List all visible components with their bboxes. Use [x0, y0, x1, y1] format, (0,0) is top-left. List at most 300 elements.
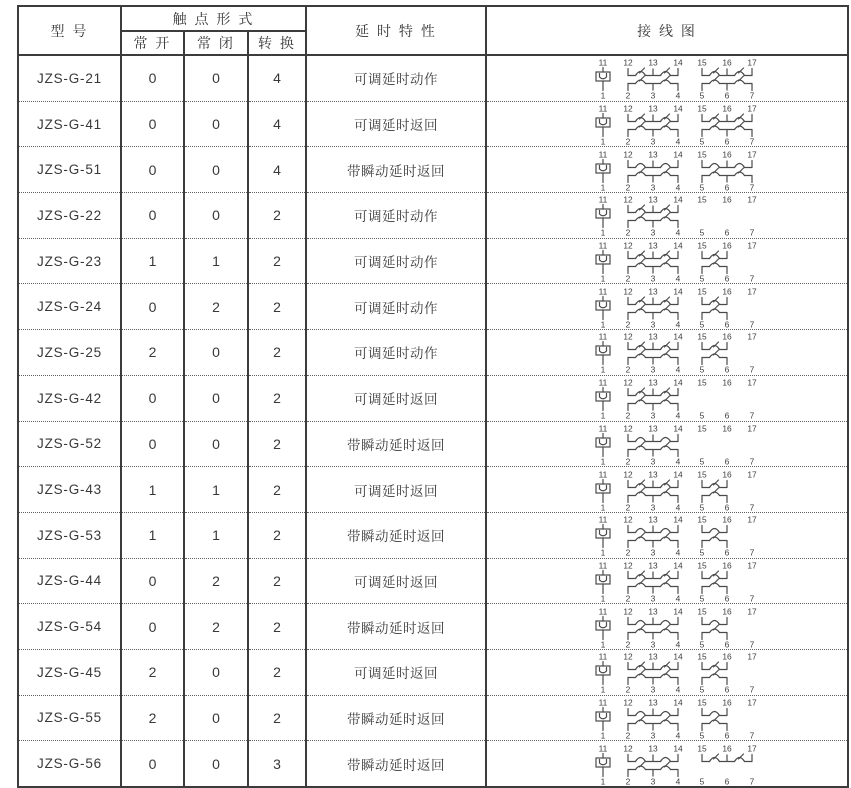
svg-text:17: 17 — [747, 240, 757, 251]
table-row — [18, 421, 848, 467]
wiring-diagram-wrap — [487, 193, 849, 237]
svg-text:5: 5 — [699, 136, 705, 147]
wiring-cell — [486, 467, 848, 513]
changeover-cell: 2 — [248, 558, 306, 604]
svg-text:3: 3 — [650, 410, 656, 421]
header-normally-open: 常 开 — [121, 31, 184, 55]
svg-text:16: 16 — [722, 286, 732, 297]
wiring-diagram — [487, 696, 849, 740]
svg-text:17: 17 — [747, 606, 757, 617]
normally-closed-cell: 0 — [184, 375, 248, 421]
table-row — [18, 604, 848, 650]
svg-text:3: 3 — [650, 593, 656, 603]
model-cell: JZS-G-25 — [18, 330, 121, 376]
svg-text:4: 4 — [675, 547, 681, 558]
wiring-diagram-wrap — [487, 650, 849, 694]
wiring-cell — [486, 238, 848, 284]
normally-closed-cell: 0 — [184, 330, 248, 376]
svg-text:13: 13 — [648, 331, 658, 342]
delay-cell: 带瞬动延时返回 — [306, 421, 486, 467]
svg-text:5: 5 — [699, 684, 705, 695]
svg-text:7: 7 — [749, 502, 755, 512]
svg-text:12: 12 — [623, 514, 633, 525]
wiring-diagram-wrap — [487, 148, 849, 192]
table-row — [18, 558, 848, 604]
svg-text:17: 17 — [747, 560, 757, 571]
svg-text:15: 15 — [697, 743, 707, 754]
svg-text:4: 4 — [675, 182, 681, 192]
normally-closed-cell: 0 — [184, 649, 248, 695]
normally-open-cell: 0 — [121, 55, 184, 101]
svg-text:3: 3 — [650, 182, 656, 192]
header-changeover: 转 换 — [248, 31, 306, 55]
normally-open-cell: 0 — [121, 375, 184, 421]
svg-text:14: 14 — [673, 423, 683, 434]
svg-text:14: 14 — [673, 560, 683, 571]
svg-text:14: 14 — [673, 286, 683, 297]
table-row — [18, 193, 848, 239]
svg-text:16: 16 — [722, 697, 732, 708]
delay-cell: 可调延时返回 — [306, 649, 486, 695]
svg-text:7: 7 — [749, 730, 755, 740]
svg-text:11: 11 — [598, 651, 608, 662]
wiring-cell — [486, 558, 848, 604]
changeover-cell: 2 — [248, 284, 306, 330]
normally-closed-cell: 1 — [184, 467, 248, 513]
svg-text:12: 12 — [623, 103, 633, 114]
changeover-cell: 4 — [248, 101, 306, 147]
svg-text:11: 11 — [598, 697, 608, 708]
normally-open-cell: 2 — [121, 330, 184, 376]
svg-text:1: 1 — [600, 456, 606, 466]
delay-cell: 可调延时动作 — [306, 284, 486, 330]
table-row — [18, 147, 848, 193]
changeover-cell: 3 — [248, 741, 306, 787]
svg-text:15: 15 — [697, 57, 707, 68]
svg-text:1: 1 — [600, 684, 606, 695]
svg-text:6: 6 — [724, 227, 730, 238]
svg-text:15: 15 — [697, 377, 707, 388]
svg-text:15: 15 — [697, 149, 707, 160]
model-cell: JZS-G-41 — [18, 101, 121, 147]
svg-text:17: 17 — [747, 286, 757, 297]
svg-text:17: 17 — [747, 651, 757, 662]
svg-text:16: 16 — [722, 331, 732, 342]
wiring-diagram — [487, 285, 849, 329]
svg-text:6: 6 — [724, 593, 730, 603]
svg-text:14: 14 — [673, 606, 683, 617]
svg-text:13: 13 — [648, 286, 658, 297]
svg-text:5: 5 — [699, 639, 705, 649]
svg-text:7: 7 — [749, 136, 755, 147]
wiring-diagram — [487, 330, 849, 374]
svg-text:1: 1 — [600, 319, 606, 329]
normally-closed-cell: 2 — [184, 284, 248, 330]
svg-text:17: 17 — [747, 514, 757, 525]
svg-text:12: 12 — [623, 651, 633, 662]
svg-text:3: 3 — [650, 456, 656, 466]
svg-text:7: 7 — [749, 364, 755, 375]
svg-text:11: 11 — [598, 286, 608, 297]
model-cell: JZS-G-44 — [18, 558, 121, 604]
wiring-diagram-wrap — [487, 696, 849, 740]
delay-cell: 可调延时动作 — [306, 193, 486, 239]
svg-text:7: 7 — [749, 182, 755, 192]
wiring-diagram — [487, 559, 849, 603]
wiring-diagram — [487, 422, 849, 466]
delay-cell: 可调延时动作 — [306, 55, 486, 101]
wiring-cell — [486, 193, 848, 239]
svg-text:12: 12 — [623, 240, 633, 251]
svg-text:3: 3 — [650, 319, 656, 329]
svg-text:17: 17 — [747, 697, 757, 708]
table-row — [18, 649, 848, 695]
svg-text:12: 12 — [623, 697, 633, 708]
table-row — [18, 467, 848, 513]
svg-text:14: 14 — [673, 194, 683, 205]
wiring-cell — [486, 604, 848, 650]
svg-text:16: 16 — [722, 423, 732, 434]
table-row — [18, 695, 848, 741]
wiring-diagram-wrap — [487, 513, 849, 557]
svg-text:7: 7 — [749, 410, 755, 421]
svg-text:16: 16 — [722, 194, 732, 205]
changeover-cell: 2 — [248, 330, 306, 376]
wiring-cell — [486, 55, 848, 101]
svg-text:13: 13 — [648, 423, 658, 434]
svg-text:5: 5 — [699, 410, 705, 421]
svg-text:6: 6 — [724, 136, 730, 147]
changeover-cell: 4 — [248, 147, 306, 193]
table-header — [18, 6, 848, 55]
wiring-cell — [486, 284, 848, 330]
wiring-diagram-wrap — [487, 468, 849, 512]
svg-text:6: 6 — [724, 502, 730, 512]
svg-text:12: 12 — [623, 743, 633, 754]
delay-cell: 带瞬动延时返回 — [306, 147, 486, 193]
wiring-diagram-wrap — [487, 285, 849, 329]
header-model: 型 号 — [18, 6, 121, 55]
svg-text:12: 12 — [623, 377, 633, 388]
svg-text:6: 6 — [724, 776, 730, 786]
normally-open-cell: 0 — [121, 284, 184, 330]
svg-text:7: 7 — [749, 547, 755, 558]
svg-text:15: 15 — [697, 103, 707, 114]
wiring-diagram-wrap — [487, 376, 849, 420]
svg-text:2: 2 — [625, 730, 631, 740]
changeover-cell: 2 — [248, 238, 306, 284]
wiring-diagram-wrap — [487, 605, 849, 649]
svg-text:4: 4 — [675, 456, 681, 466]
svg-text:6: 6 — [724, 730, 730, 740]
svg-text:1: 1 — [600, 547, 606, 558]
svg-text:17: 17 — [747, 377, 757, 388]
svg-text:6: 6 — [724, 639, 730, 649]
svg-text:3: 3 — [650, 684, 656, 695]
svg-text:17: 17 — [747, 331, 757, 342]
svg-text:1: 1 — [600, 410, 606, 421]
svg-text:2: 2 — [625, 776, 631, 786]
svg-text:11: 11 — [598, 377, 608, 388]
svg-text:4: 4 — [675, 90, 681, 101]
svg-text:16: 16 — [722, 514, 732, 525]
svg-text:16: 16 — [722, 743, 732, 754]
normally-open-cell: 1 — [121, 467, 184, 513]
svg-text:1: 1 — [600, 730, 606, 740]
normally-open-cell: 0 — [121, 604, 184, 650]
svg-text:5: 5 — [699, 502, 705, 512]
svg-text:11: 11 — [598, 149, 608, 160]
svg-text:11: 11 — [598, 194, 608, 205]
normally-open-cell: 0 — [121, 558, 184, 604]
model-cell: JZS-G-42 — [18, 375, 121, 421]
svg-text:5: 5 — [699, 227, 705, 238]
svg-text:4: 4 — [675, 319, 681, 329]
table-row — [18, 238, 848, 284]
svg-text:17: 17 — [747, 103, 757, 114]
svg-text:7: 7 — [749, 593, 755, 603]
svg-text:11: 11 — [598, 606, 608, 617]
svg-text:6: 6 — [724, 364, 730, 375]
changeover-cell: 2 — [248, 649, 306, 695]
svg-text:7: 7 — [749, 90, 755, 101]
svg-text:4: 4 — [675, 593, 681, 603]
model-cell: JZS-G-43 — [18, 467, 121, 513]
svg-text:5: 5 — [699, 273, 705, 284]
table-row — [18, 284, 848, 330]
changeover-cell: 2 — [248, 512, 306, 558]
svg-text:3: 3 — [650, 547, 656, 558]
model-cell: JZS-G-53 — [18, 512, 121, 558]
svg-text:2: 2 — [625, 547, 631, 558]
model-cell: JZS-G-54 — [18, 604, 121, 650]
svg-text:12: 12 — [623, 331, 633, 342]
svg-text:13: 13 — [648, 469, 658, 480]
table-body — [18, 55, 848, 787]
svg-text:3: 3 — [650, 730, 656, 740]
svg-text:12: 12 — [623, 149, 633, 160]
wiring-diagram — [487, 742, 849, 786]
delay-cell: 可调延时返回 — [306, 558, 486, 604]
svg-text:16: 16 — [722, 57, 732, 68]
svg-text:13: 13 — [648, 194, 658, 205]
svg-text:1: 1 — [600, 227, 606, 238]
svg-text:13: 13 — [648, 743, 658, 754]
model-cell: JZS-G-23 — [18, 238, 121, 284]
table-row — [18, 55, 848, 101]
svg-text:16: 16 — [722, 149, 732, 160]
wiring-diagram — [487, 513, 849, 557]
model-cell: JZS-G-24 — [18, 284, 121, 330]
svg-text:13: 13 — [648, 514, 658, 525]
svg-text:2: 2 — [625, 136, 631, 147]
svg-text:4: 4 — [675, 730, 681, 740]
wiring-diagram-wrap — [487, 102, 849, 146]
svg-text:3: 3 — [650, 776, 656, 786]
svg-text:1: 1 — [600, 273, 606, 284]
svg-text:4: 4 — [675, 364, 681, 375]
wiring-diagram — [487, 193, 849, 237]
svg-text:7: 7 — [749, 273, 755, 284]
delay-cell: 带瞬动延时返回 — [306, 604, 486, 650]
svg-text:11: 11 — [598, 560, 608, 571]
svg-text:2: 2 — [625, 227, 631, 238]
wiring-diagram — [487, 468, 849, 512]
wiring-diagram — [487, 148, 849, 192]
svg-text:12: 12 — [623, 57, 633, 68]
model-cell: JZS-G-55 — [18, 695, 121, 741]
delay-cell: 带瞬动延时返回 — [306, 695, 486, 741]
wiring-diagram — [487, 376, 849, 420]
svg-text:3: 3 — [650, 364, 656, 375]
normally-open-cell: 0 — [121, 147, 184, 193]
model-cell: JZS-G-22 — [18, 193, 121, 239]
model-cell: JZS-G-21 — [18, 55, 121, 101]
svg-text:2: 2 — [625, 639, 631, 649]
svg-text:5: 5 — [699, 776, 705, 786]
svg-text:6: 6 — [724, 410, 730, 421]
svg-text:11: 11 — [598, 103, 608, 114]
svg-text:6: 6 — [724, 684, 730, 695]
wiring-diagram — [487, 239, 849, 283]
svg-text:4: 4 — [675, 639, 681, 649]
wiring-cell — [486, 695, 848, 741]
svg-text:4: 4 — [675, 776, 681, 786]
svg-text:1: 1 — [600, 776, 606, 786]
svg-text:17: 17 — [747, 57, 757, 68]
svg-text:17: 17 — [747, 149, 757, 160]
svg-text:1: 1 — [600, 182, 606, 192]
wiring-cell — [486, 421, 848, 467]
svg-text:11: 11 — [598, 743, 608, 754]
svg-text:5: 5 — [699, 90, 705, 101]
svg-text:13: 13 — [648, 651, 658, 662]
wiring-diagram-wrap — [487, 742, 849, 786]
svg-text:6: 6 — [724, 456, 730, 466]
model-cell: JZS-G-45 — [18, 649, 121, 695]
wiring-cell — [486, 375, 848, 421]
svg-text:16: 16 — [722, 469, 732, 480]
svg-text:15: 15 — [697, 514, 707, 525]
svg-text:15: 15 — [697, 423, 707, 434]
svg-text:15: 15 — [697, 651, 707, 662]
wiring-cell — [486, 741, 848, 787]
svg-text:12: 12 — [623, 194, 633, 205]
header-delay: 延 时 特 性 — [306, 6, 486, 55]
wiring-diagram — [487, 605, 849, 649]
svg-text:2: 2 — [625, 593, 631, 603]
wiring-cell — [486, 649, 848, 695]
normally-open-cell: 0 — [121, 421, 184, 467]
svg-text:15: 15 — [697, 286, 707, 297]
wiring-cell — [486, 330, 848, 376]
svg-text:14: 14 — [673, 651, 683, 662]
svg-text:1: 1 — [600, 364, 606, 375]
changeover-cell: 2 — [248, 695, 306, 741]
svg-text:15: 15 — [697, 697, 707, 708]
svg-text:16: 16 — [722, 651, 732, 662]
svg-text:11: 11 — [598, 57, 608, 68]
svg-text:2: 2 — [625, 502, 631, 512]
svg-text:2: 2 — [625, 364, 631, 375]
svg-text:2: 2 — [625, 182, 631, 192]
svg-text:5: 5 — [699, 730, 705, 740]
normally-closed-cell: 2 — [184, 604, 248, 650]
wiring-cell — [486, 512, 848, 558]
svg-text:6: 6 — [724, 273, 730, 284]
svg-text:4: 4 — [675, 136, 681, 147]
svg-text:13: 13 — [648, 560, 658, 571]
svg-text:12: 12 — [623, 606, 633, 617]
wiring-diagram — [487, 102, 849, 146]
svg-text:4: 4 — [675, 227, 681, 238]
svg-text:3: 3 — [650, 136, 656, 147]
svg-text:1: 1 — [600, 502, 606, 512]
header-wiring: 接 线 图 — [486, 6, 848, 55]
normally-closed-cell: 0 — [184, 147, 248, 193]
header-normally-closed: 常 闭 — [184, 31, 248, 55]
table-row — [18, 375, 848, 421]
svg-text:5: 5 — [699, 319, 705, 329]
wiring-diagram-wrap — [487, 56, 849, 100]
delay-cell: 带瞬动延时返回 — [306, 512, 486, 558]
svg-text:16: 16 — [722, 377, 732, 388]
svg-text:14: 14 — [673, 149, 683, 160]
svg-text:16: 16 — [722, 560, 732, 571]
wiring-diagram-wrap — [487, 239, 849, 283]
svg-text:2: 2 — [625, 410, 631, 421]
svg-text:14: 14 — [673, 514, 683, 525]
svg-text:16: 16 — [722, 103, 732, 114]
svg-text:17: 17 — [747, 469, 757, 480]
svg-text:15: 15 — [697, 194, 707, 205]
svg-text:1: 1 — [600, 90, 606, 101]
header-contact-form: 触 点 形 式 — [121, 6, 306, 31]
svg-text:5: 5 — [699, 364, 705, 375]
svg-text:13: 13 — [648, 149, 658, 160]
svg-text:11: 11 — [598, 331, 608, 342]
svg-text:3: 3 — [650, 639, 656, 649]
svg-text:13: 13 — [648, 103, 658, 114]
svg-text:15: 15 — [697, 469, 707, 480]
svg-text:17: 17 — [747, 194, 757, 205]
svg-text:5: 5 — [699, 547, 705, 558]
svg-text:3: 3 — [650, 90, 656, 101]
svg-text:14: 14 — [673, 697, 683, 708]
svg-text:15: 15 — [697, 560, 707, 571]
changeover-cell: 2 — [248, 421, 306, 467]
svg-text:11: 11 — [598, 240, 608, 251]
svg-text:7: 7 — [749, 319, 755, 329]
svg-text:6: 6 — [724, 319, 730, 329]
svg-text:7: 7 — [749, 776, 755, 786]
svg-text:6: 6 — [724, 547, 730, 558]
svg-text:6: 6 — [724, 182, 730, 192]
normally-open-cell: 0 — [121, 193, 184, 239]
model-cell: JZS-G-56 — [18, 741, 121, 787]
svg-text:11: 11 — [598, 514, 608, 525]
svg-text:2: 2 — [625, 90, 631, 101]
svg-text:2: 2 — [625, 319, 631, 329]
svg-text:17: 17 — [747, 423, 757, 434]
svg-text:14: 14 — [673, 377, 683, 388]
svg-text:14: 14 — [673, 469, 683, 480]
normally-closed-cell: 0 — [184, 741, 248, 787]
normally-open-cell: 0 — [121, 741, 184, 787]
svg-text:7: 7 — [749, 227, 755, 238]
normally-closed-cell: 0 — [184, 421, 248, 467]
delay-cell: 可调延时返回 — [306, 467, 486, 513]
